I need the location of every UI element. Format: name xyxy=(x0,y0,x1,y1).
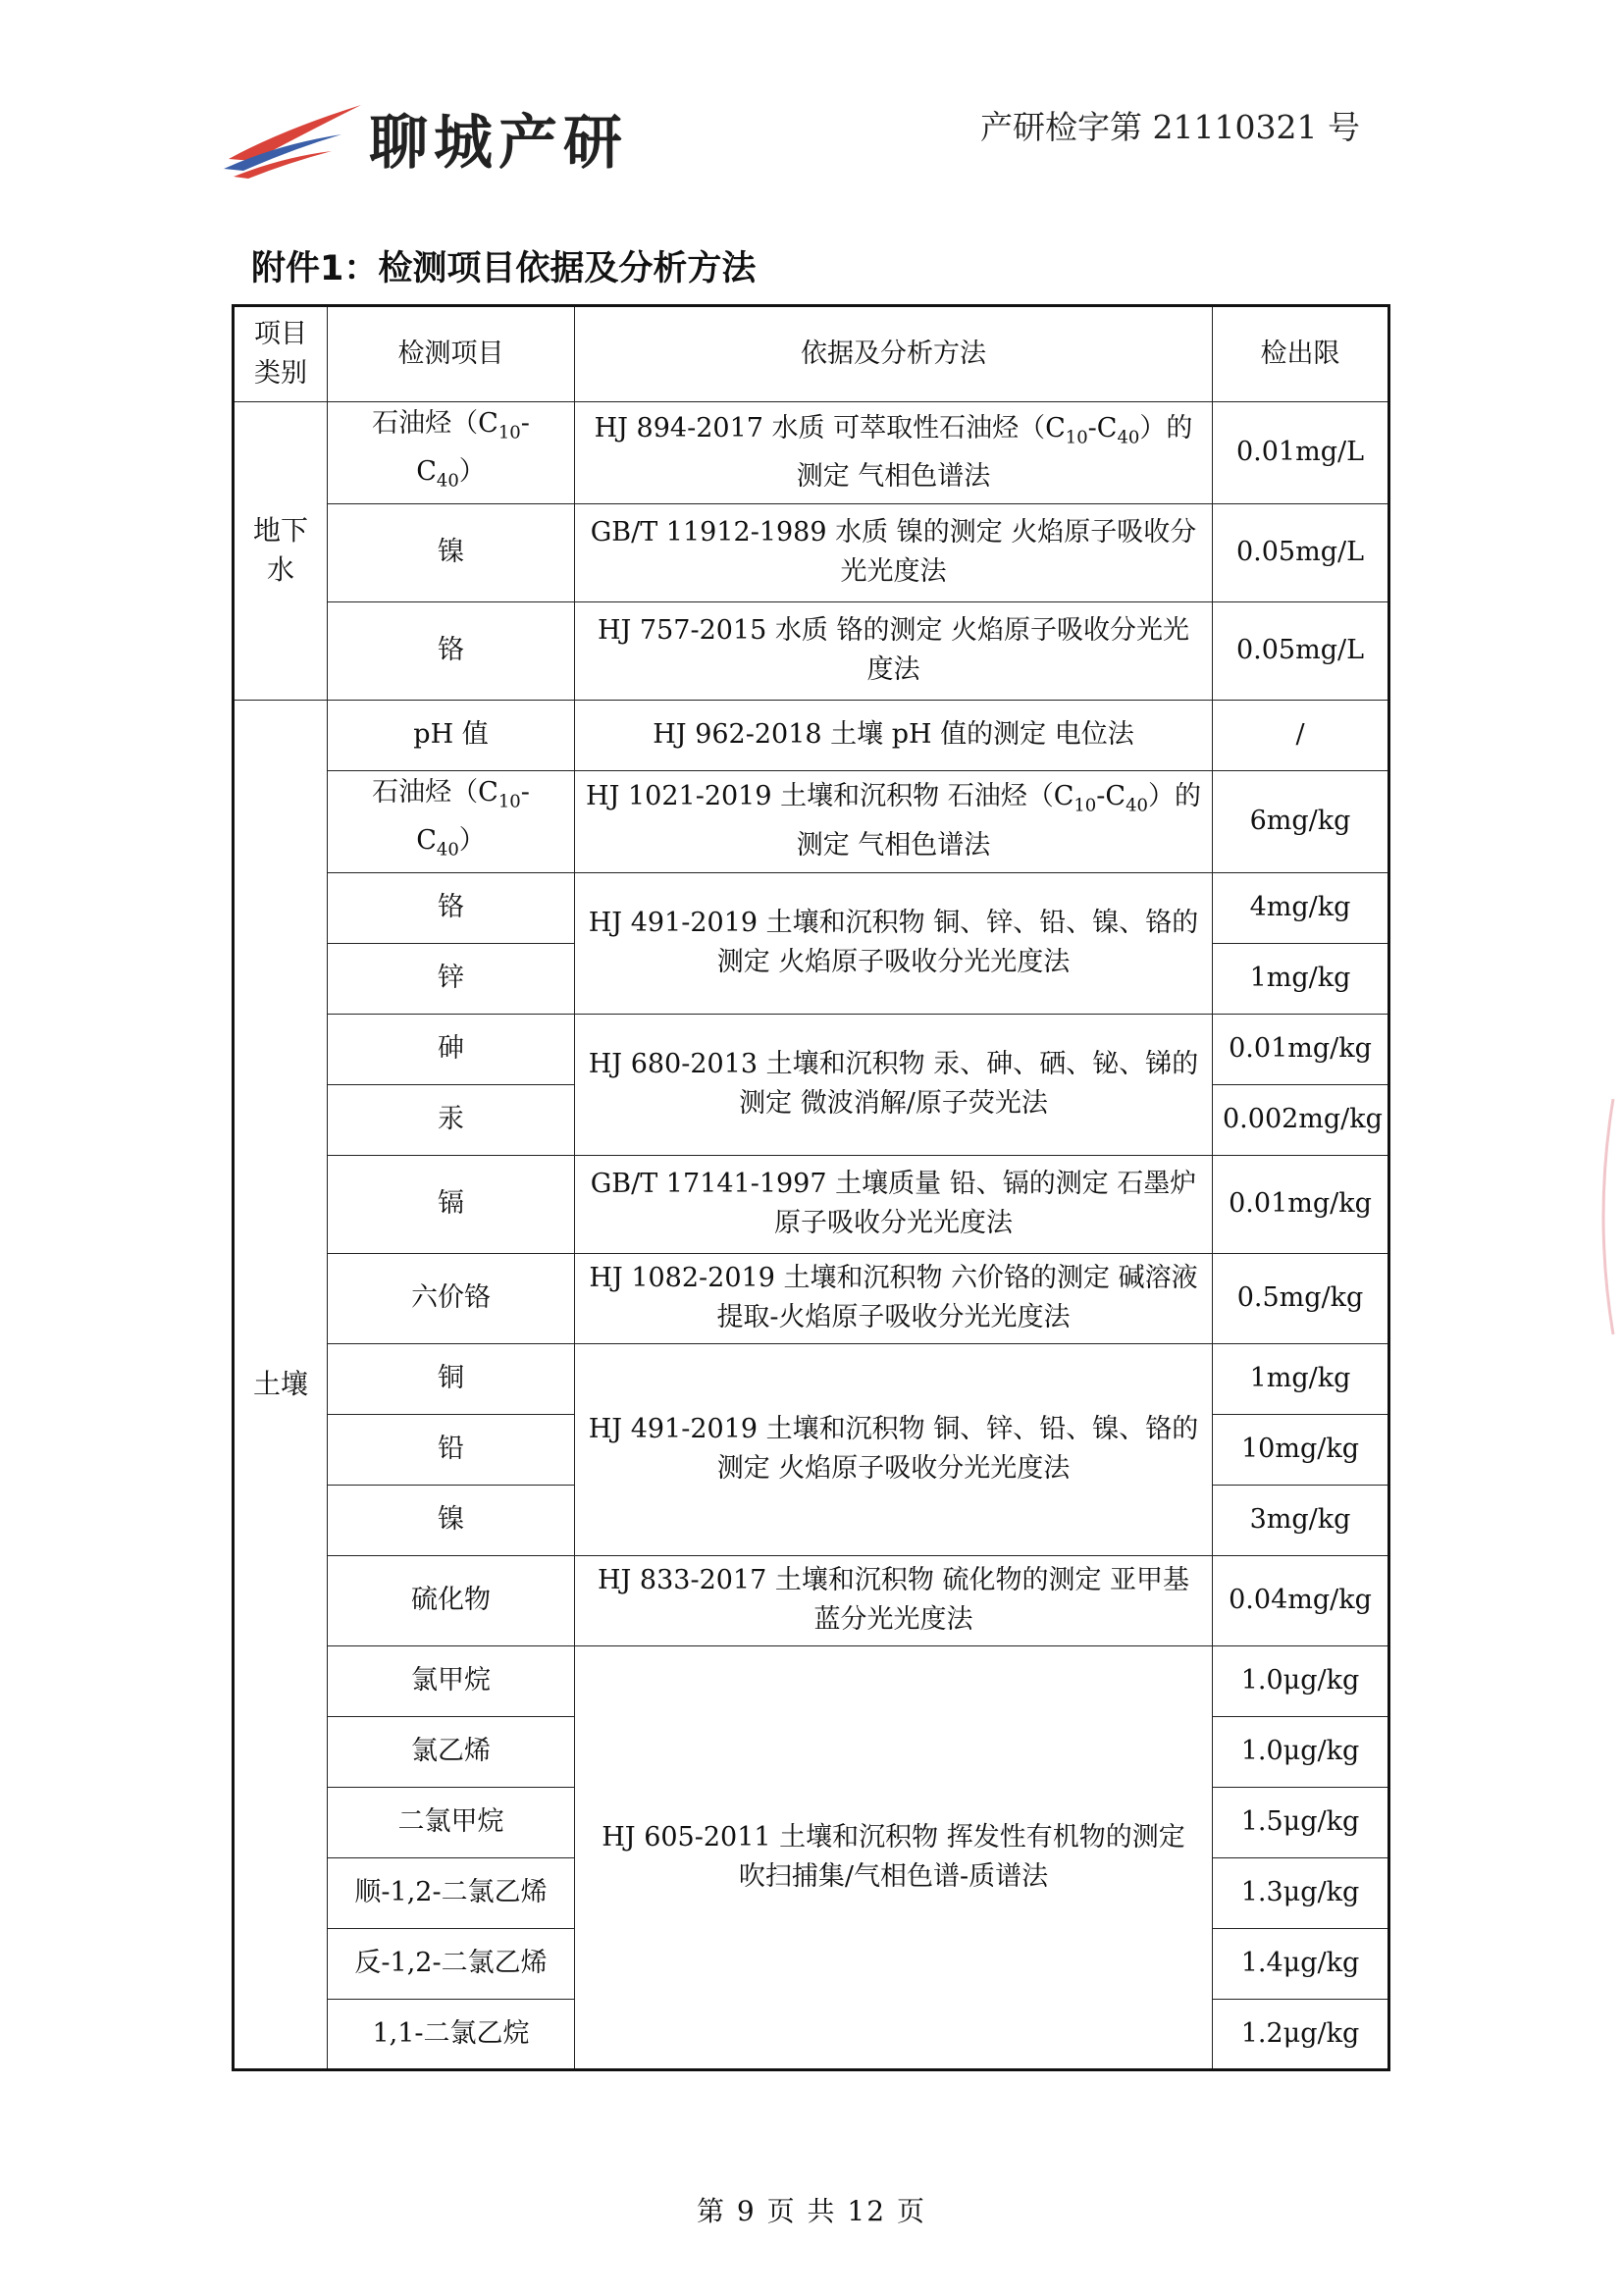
page-number: 第 9 页 共 12 页 xyxy=(697,2195,926,2227)
item-cell: 镉 xyxy=(328,1155,575,1253)
logo-text: 聊城产研 xyxy=(369,109,628,178)
table-row xyxy=(234,770,1389,872)
item-cell: 二氯甲烷 xyxy=(328,1787,575,1857)
limit-cell: 1mg/kg xyxy=(1213,943,1389,1014)
limit-cell: 1.0μg/kg xyxy=(1213,1716,1389,1787)
method-cell: HJ 1082-2019 土壤和沉积物 六价铬的测定 碱溶液提取-火焰原子吸收分光光度法 xyxy=(575,1253,1213,1343)
item-cell: 镍 xyxy=(328,503,575,601)
table-row xyxy=(234,503,1389,601)
limit-cell: 0.5mg/kg xyxy=(1213,1253,1389,1343)
item-cell: 六价铬 xyxy=(328,1253,575,1343)
item-cell: 1,1-二氯乙烷 xyxy=(328,1999,575,2069)
table-row xyxy=(234,1253,1389,1343)
limit-cell: 6mg/kg xyxy=(1213,770,1389,872)
limit-cell: 0.01mg/kg xyxy=(1213,1014,1389,1084)
method-cell: GB/T 17141-1997 土壤质量 铅、镉的测定 石墨炉原子吸收分光光度法 xyxy=(575,1155,1213,1253)
attachment-title: 附件1：检测项目依据及分析方法 xyxy=(251,249,757,288)
item-cell: 铬 xyxy=(328,601,575,700)
table-row xyxy=(234,1645,1389,1716)
header-method: 依据及分析方法 xyxy=(575,306,1213,402)
limit-cell: 1.5μg/kg xyxy=(1213,1787,1389,1857)
item-cell: 锌 xyxy=(328,943,575,1014)
method-cell: HJ 491-2019 土壤和沉积物 铜、锌、铅、镍、铬的测定 火焰原子吸收分光光度法 xyxy=(575,1343,1213,1555)
limit-cell: 1.4μg/kg xyxy=(1213,1928,1389,1999)
item-cell: 氯甲烷 xyxy=(328,1645,575,1716)
item-cell: 铬 xyxy=(328,872,575,943)
limit-cell: 0.01mg/L xyxy=(1213,402,1389,504)
item-cell: 氯乙烯 xyxy=(328,1716,575,1787)
method-cell: HJ 962-2018 土壤 pH 值的测定 电位法 xyxy=(575,700,1213,770)
report-number: 产研检字第 21110321 号 xyxy=(980,108,1360,146)
limit-cell: 0.05mg/L xyxy=(1213,601,1389,700)
limit-cell: / xyxy=(1213,700,1389,770)
limit-cell: 0.01mg/kg xyxy=(1213,1155,1389,1253)
table-row xyxy=(234,601,1389,700)
table-row xyxy=(234,402,1389,504)
limit-cell: 4mg/kg xyxy=(1213,872,1389,943)
header-item: 检测项目 xyxy=(328,306,575,402)
company-logo xyxy=(224,90,636,179)
method-cell: HJ 757-2015 水质 铬的测定 火焰原子吸收分光光度法 xyxy=(575,601,1213,700)
item-cell: 顺-1,2-二氯乙烯 xyxy=(328,1857,575,1928)
table-header-row xyxy=(234,306,1389,402)
table-row xyxy=(234,872,1389,943)
limit-cell: 10mg/kg xyxy=(1213,1414,1389,1485)
method-cell: HJ 491-2019 土壤和沉积物 铜、锌、铅、镍、铬的测定 火焰原子吸收分光光度法 xyxy=(575,872,1213,1014)
limit-cell: 1mg/kg xyxy=(1213,1343,1389,1414)
limit-cell: 1.0μg/kg xyxy=(1213,1645,1389,1716)
logo-wave-icon xyxy=(224,90,366,179)
item-cell: 石油烃$(C_{10}-C_{40})$ xyxy=(328,770,575,872)
category-soil: 土壤 xyxy=(234,700,328,2069)
limit-cell: 1.3μg/kg xyxy=(1213,1857,1389,1928)
limit-cell: 0.05mg/L xyxy=(1213,503,1389,601)
header-category: 项目类别 xyxy=(234,306,328,402)
limit-cell: 1.2μg/kg xyxy=(1213,1999,1389,2069)
method-cell: HJ 605-2011 土壤和沉积物 挥发性有机物的测定 吹扫捕集/气相色谱-质谱法 xyxy=(575,1645,1213,2069)
header-limit: 检出限 xyxy=(1213,306,1389,402)
item-cell: 汞 xyxy=(328,1084,575,1155)
method-cell: HJ 680-2013 土壤和沉积物 汞、砷、硒、铋、锑的测定 微波消解/原子荧光法 xyxy=(575,1014,1213,1155)
item-cell: 硫化物 xyxy=(328,1555,575,1645)
seal-stamp-fragment xyxy=(1584,1099,1623,1334)
item-cell: pH 值 xyxy=(328,700,575,770)
table-row xyxy=(234,1155,1389,1253)
category-groundwater: 地下水 xyxy=(234,402,328,701)
item-cell: 铅 xyxy=(328,1414,575,1485)
item-cell: 铜 xyxy=(328,1343,575,1414)
table-row xyxy=(234,1343,1389,1414)
item-cell: 镍 xyxy=(328,1485,575,1555)
method-cell: HJ 894-2017 水质 可萃取性石油烃$(C_{10}-C_{40})$的测定 气相色谱法 xyxy=(575,402,1213,504)
limit-cell: 0.04mg/kg xyxy=(1213,1555,1389,1645)
method-table xyxy=(232,304,1390,2071)
item-cell: 砷 xyxy=(328,1014,575,1084)
method-cell: HJ 1021-2019 土壤和沉积物 石油烃$(C_{10}-C_{40})$的测定 气相色谱法 xyxy=(575,770,1213,872)
limit-cell: 0.002mg/kg xyxy=(1213,1084,1389,1155)
method-cell: HJ 833-2017 土壤和沉积物 硫化物的测定 亚甲基蓝分光光度法 xyxy=(575,1555,1213,1645)
table-row xyxy=(234,700,1389,770)
table-row xyxy=(234,1555,1389,1645)
method-cell: GB/T 11912-1989 水质 镍的测定 火焰原子吸收分光光度法 xyxy=(575,503,1213,601)
item-cell: 反-1,2-二氯乙烯 xyxy=(328,1928,575,1999)
item-cell: 石油烃$(C_{10}-C_{40})$ xyxy=(328,402,575,504)
limit-cell: 3mg/kg xyxy=(1213,1485,1389,1555)
table-row xyxy=(234,1014,1389,1084)
